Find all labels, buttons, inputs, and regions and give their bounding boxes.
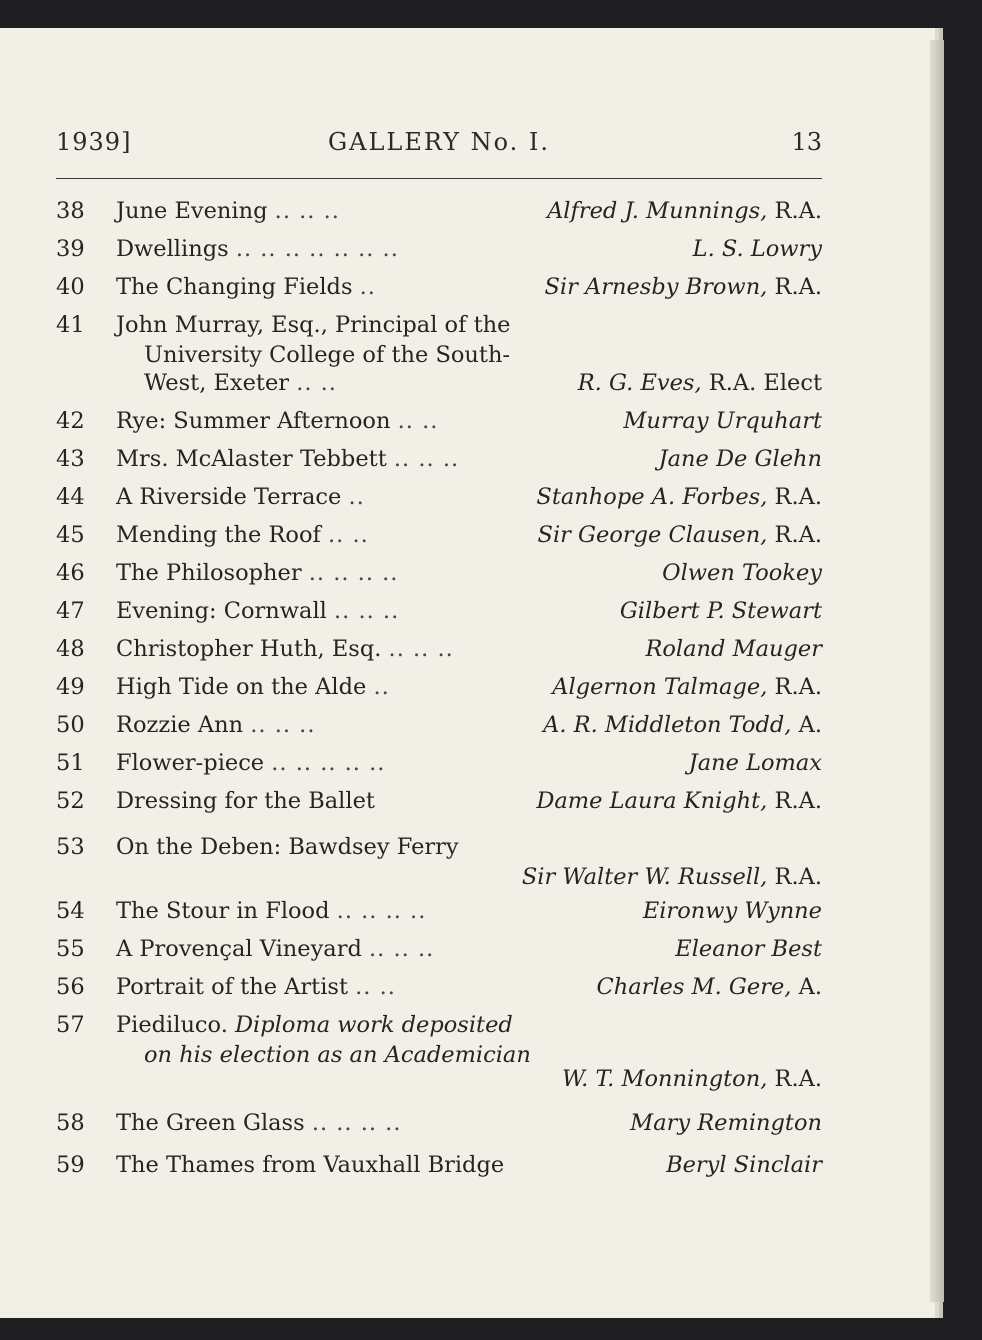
entry-title-text: John Murray, Esq., Principal of the <box>116 312 511 338</box>
entry-number: 57 <box>56 1012 85 1038</box>
entry-title-text: Portrait of the Artist <box>116 974 348 1000</box>
leader-dots: .. .. .. .. <box>311 1110 402 1136</box>
entry-number: 51 <box>56 750 85 776</box>
entry-number: 47 <box>56 598 85 624</box>
artist-name <box>578 370 822 396</box>
entry-title-text: Dressing for the Ballet <box>116 788 375 814</box>
artist-name <box>538 522 822 548</box>
entry-title-text: Christopher Huth, Esq. <box>116 636 382 662</box>
entry-number: 42 <box>56 408 85 434</box>
entry-number: 40 <box>56 274 85 300</box>
artist-name <box>543 712 822 738</box>
leader-dots: .. .. .. .. .. <box>271 750 386 776</box>
artist-name-text: R. G. Eves, <box>577 370 702 396</box>
artist-name-text: Eleanor Best <box>675 936 822 962</box>
entry-number: 43 <box>56 446 85 472</box>
entry-title <box>116 1152 504 1178</box>
entry-title <box>116 834 459 860</box>
entry-title-continued: University College of the South- <box>144 342 511 368</box>
leader-dots: .. .. .. <box>274 198 340 224</box>
entry-title-text: Flower-piece <box>116 750 265 776</box>
entry-title <box>116 598 399 624</box>
entry-number: 49 <box>56 674 85 700</box>
entry-title-continued <box>144 370 337 396</box>
artist-name-text: Olwen Tookey <box>662 560 822 586</box>
artist-name <box>552 674 822 700</box>
entry-number: 59 <box>56 1152 85 1178</box>
artist-name-text: Algernon Talmage, <box>552 674 768 700</box>
leader-dots: .. .. .. <box>388 636 454 662</box>
entry-title <box>116 198 340 224</box>
entry-number: 56 <box>56 974 85 1000</box>
artist-honour: R.A. <box>774 274 822 300</box>
artist-honour: R.A. <box>774 864 822 890</box>
leader-dots: .. .. .. .. <box>308 560 399 586</box>
entry-number: 48 <box>56 636 85 662</box>
artist-honour: A. <box>798 712 822 738</box>
entry-title-text: West, Exeter <box>144 370 290 396</box>
artist-name <box>536 788 822 814</box>
artist-name-text: Jane Lomax <box>688 750 822 776</box>
entry-number: 38 <box>56 198 85 224</box>
artist-name <box>562 1066 822 1092</box>
artist-name-text: Eironwy Wynne <box>642 898 822 924</box>
artist-name <box>544 274 822 300</box>
artist-name <box>643 898 822 924</box>
entry-title-text: Piediluco. <box>116 1012 228 1038</box>
entry-title-text: On the Deben: Bawdsey Ferry <box>116 834 459 860</box>
entry-title <box>116 636 454 662</box>
artist-name <box>662 560 822 586</box>
entry-title <box>116 674 390 700</box>
entry-number: 50 <box>56 712 85 738</box>
leader-dots: .. .. .. .. <box>336 898 427 924</box>
artist-honour: R.A. <box>774 788 822 814</box>
entry-title-text: The Philosopher <box>116 560 302 586</box>
artist-name-text: Roland Mauger <box>645 636 822 662</box>
leader-dots: .. <box>359 274 376 300</box>
header-rule <box>56 178 822 179</box>
entry-title-text: Rozzie Ann <box>116 712 244 738</box>
entry-title <box>116 974 396 1000</box>
entry-number: 46 <box>56 560 85 586</box>
artist-honour: R.A. Elect <box>708 370 822 396</box>
entry-title <box>116 484 365 510</box>
entry-title-text: The Green Glass <box>116 1110 305 1136</box>
entry-title <box>116 1012 513 1038</box>
entry-title-note: Diploma work deposited <box>235 1012 513 1038</box>
entry-number: 55 <box>56 936 85 962</box>
leader-dots: .. .. .. <box>393 446 460 472</box>
entry-title <box>116 1110 402 1136</box>
entry-title-text: The Stour in Flood <box>116 898 330 924</box>
header-page-number: 13 <box>791 128 822 156</box>
entry-title-text: Evening: Cornwall <box>116 598 327 624</box>
entry-number: 54 <box>56 898 85 924</box>
leader-dots: .. .. <box>397 408 439 434</box>
artist-name <box>630 1110 822 1136</box>
artist-name-text: Sir Arnesby Brown, <box>544 274 768 300</box>
artist-name <box>659 446 822 472</box>
artist-name <box>675 936 822 962</box>
entry-title <box>116 236 399 262</box>
entry-number: 45 <box>56 522 85 548</box>
artist-name-text: Charles M. Gere, <box>596 974 792 1000</box>
entry-title-text: Mrs. McAlaster Tebbett <box>116 446 387 472</box>
entry-title <box>116 788 375 814</box>
artist-name <box>620 598 822 624</box>
artist-honour: R.A. <box>774 1066 822 1092</box>
artist-name-text: Alfred J. Munnings, <box>547 198 768 224</box>
artist-name <box>623 408 822 434</box>
entry-number: 41 <box>56 312 85 338</box>
artist-name-text: Stanhope A. Forbes, <box>536 484 768 510</box>
leader-dots: .. .. .. .. .. .. .. <box>235 236 399 262</box>
artist-name-text: Sir George Clausen, <box>537 522 768 548</box>
artist-name-text: W. T. Monnington, <box>561 1066 768 1092</box>
page-edge <box>930 40 944 1302</box>
entry-title <box>116 312 510 338</box>
artist-name-text: Dame Laura Knight, <box>536 788 768 814</box>
entry-title <box>116 408 438 434</box>
artist-name-text: Mary Remington <box>630 1110 822 1136</box>
artist-name-text: Murray Urquhart <box>623 408 822 434</box>
entry-title-text: June Evening <box>116 198 268 224</box>
entry-title-text: The Thames from Vauxhall Bridge <box>116 1152 505 1178</box>
artist-name-text: L. S. Lowry <box>692 236 822 262</box>
leader-dots: .. .. <box>328 522 369 548</box>
entry-title-text: Dwellings <box>116 236 229 262</box>
artist-name <box>645 636 822 662</box>
artist-name <box>596 974 822 1000</box>
entry-title-text: The Changing Fields <box>116 274 353 300</box>
artist-name <box>547 198 822 224</box>
leader-dots: .. <box>373 674 390 700</box>
entry-title-text: A Provençal Vineyard <box>116 936 362 962</box>
entry-number: 52 <box>56 788 85 814</box>
artist-name <box>666 1152 822 1178</box>
artist-honour: A. <box>798 974 822 1000</box>
artist-name-text: A. R. Middleton Todd, <box>543 712 792 738</box>
artist-honour: R.A. <box>774 674 822 700</box>
catalogue-page <box>0 28 935 1318</box>
entry-title <box>116 750 385 776</box>
entry-title <box>116 446 459 472</box>
artist-name <box>536 484 822 510</box>
running-header <box>56 128 822 168</box>
artist-name-text: Sir Walter W. Russell, <box>521 864 768 890</box>
artist-honour: R.A. <box>774 484 822 510</box>
artist-name-text: Beryl Sinclair <box>666 1152 822 1178</box>
leader-dots: .. .. .. <box>334 598 400 624</box>
entry-title-text: Mending the Roof <box>116 522 321 548</box>
entry-title <box>116 898 426 924</box>
artist-name <box>693 236 822 262</box>
entry-number: 39 <box>56 236 85 262</box>
entry-number: 53 <box>56 834 85 860</box>
entry-title-text: Rye: Summer Afternoon <box>116 408 391 434</box>
header-gallery-title: GALLERY No. I. <box>327 128 551 156</box>
entry-title <box>116 560 398 586</box>
entry-title <box>116 712 315 738</box>
entry-title-continued: on his election as an Academician <box>144 1042 531 1068</box>
leader-dots: .. .. .. <box>250 712 316 738</box>
leader-dots: .. .. .. <box>369 936 435 962</box>
entry-title-text: High Tide on the Alde <box>116 674 367 700</box>
header-year: 1939] <box>56 128 132 156</box>
artist-name <box>522 864 822 890</box>
entry-title-text: A Riverside Terrace <box>116 484 342 510</box>
leader-dots: .. <box>348 484 365 510</box>
leader-dots: .. .. <box>355 974 396 1000</box>
entry-number: 58 <box>56 1110 85 1136</box>
artist-honour: R.A. <box>774 522 822 548</box>
artist-honour: R.A. <box>774 198 822 224</box>
artist-name <box>689 750 822 776</box>
entry-title <box>116 274 376 300</box>
leader-dots: .. .. <box>296 370 337 396</box>
entry-number: 44 <box>56 484 85 510</box>
entry-title <box>116 936 434 962</box>
entry-title <box>116 522 369 548</box>
artist-name-text: Gilbert P. Stewart <box>619 598 822 624</box>
artist-name-text: Jane De Glehn <box>658 446 822 472</box>
